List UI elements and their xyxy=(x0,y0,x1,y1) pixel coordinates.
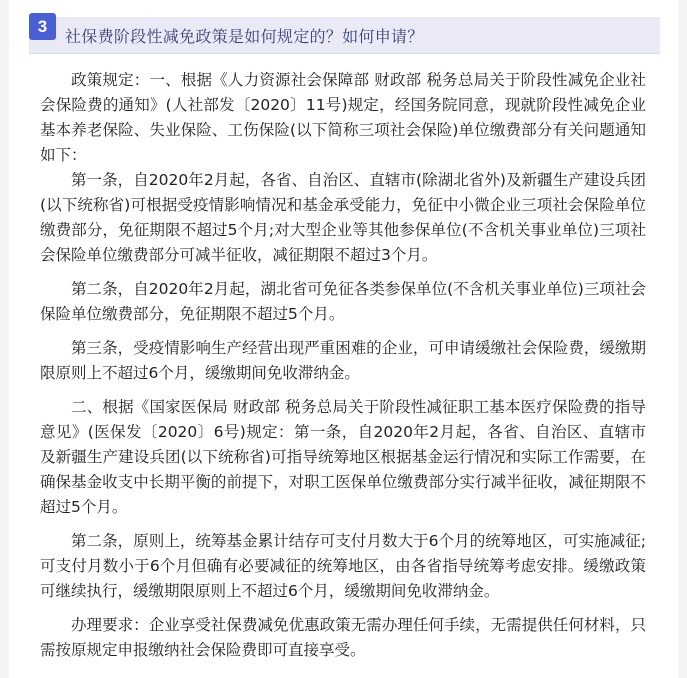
policy-paragraph-article-1: 第一条，自2020年2月起，各省、自治区、直辖市(除湖北省外)及新疆生产建设兵团(以下统称省)可根据受疫情影响情况和基金承受能力，免征中小微企业三项社会保险单位缴费部分，免征期限不超过5个月;对大型企业等其他参保单位(不含机关事业单位)三项社会保险单位缴费部分可减半征收，减征期限不超过3个月。 xyxy=(40,171,646,264)
section-number-badge: 3 xyxy=(29,13,56,40)
section-title: 社保费阶段性减免政策是如何规定的？如何申请？ xyxy=(65,27,424,46)
policy-paragraph-article-3: 第三条，受疫情影响生产经营出现严重困难的企业，可申请缓缴社会保险费，缓缴期限原则上不超过6个月，缓缴期间免收滞纳金。 xyxy=(40,339,646,382)
policy-paragraph-medical: 二、根据《国家医保局 财政部 税务总局关于阶段性减征职工基本医疗保险费的指导意见》(医保发〔2020〕6号)规定：第一条，自2020年2月起，各省、自治区、直辖市及新疆生产建设兵团(以下统称省)可指导统筹地区根据基金运行情况和实际工作需要，在确保基金收支中长期平衡的前提下，对职工医保单位缴费部分实行减半征收，减征期限不超过5个月。 xyxy=(40,398,646,516)
policy-content xyxy=(40,68,646,672)
left-margin-strip xyxy=(0,0,9,678)
right-margin-strip xyxy=(678,0,687,678)
policy-paragraph-intro: 政策规定：一、根据《人力资源社会保障部 财政部 税务总局关于阶段性减免企业社会保险费的通知》(人社部发〔2020〕11号)规定，经国务院同意，现就阶段性减免企业基本养老保险、失业保险、工伤保险(以下简称三项社会保险)单位缴费部分有关问题通知如下： xyxy=(40,71,646,164)
section-header xyxy=(29,17,660,54)
policy-paragraph-medical-article-2: 第二条，原则上，统筹基金累计结存可支付月数大于6个月的统筹地区，可实施减征;可支付月数小于6个月但确有必要减征的统筹地区，由各省指导统筹考虑安排。缓缴政策可继续执行，缓缴期限原则上不超过6个月，缓缴期间免收滞纳金。 xyxy=(40,532,646,600)
policy-paragraph-article-2: 第二条，自2020年2月起，湖北省可免征各类参保单位(不含机关事业单位)三项社会保险单位缴费部分，免征期限不超过5个月。 xyxy=(40,280,646,323)
application-requirements: 办理要求：企业享受社保费减免优惠政策无需办理任何手续，无需提供任何材料，只需按原规定申报缴纳社会保险费即可直接享受。 xyxy=(40,616,646,659)
